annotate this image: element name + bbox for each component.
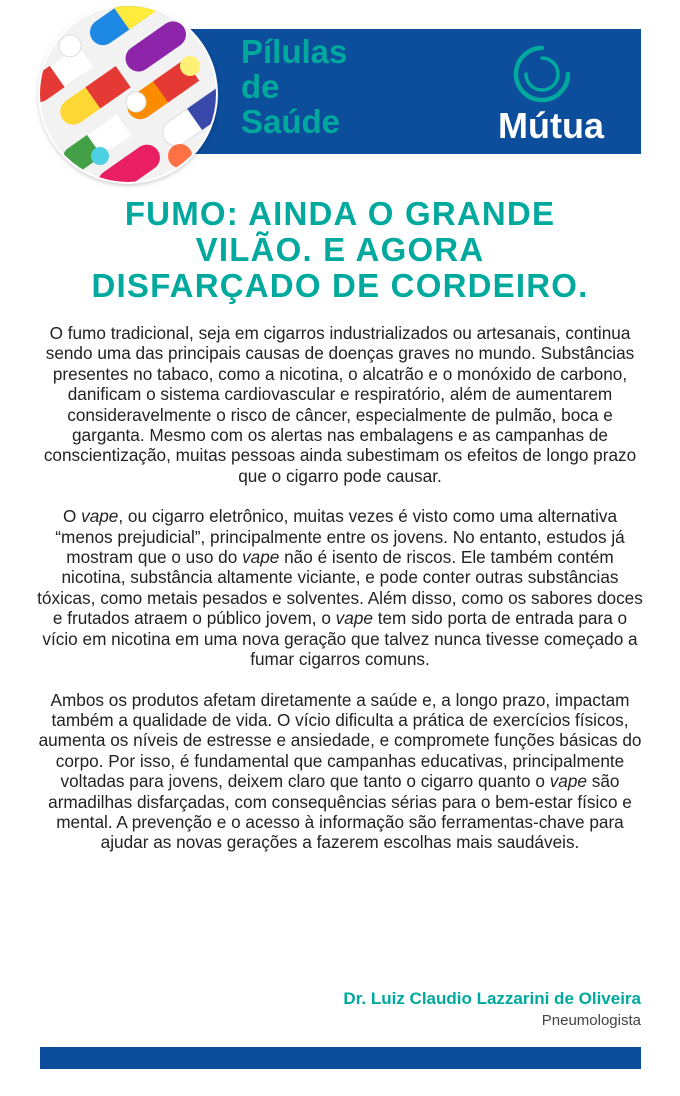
paragraph-3-part-a: Ambos os produtos afetam diretamente a saúde e, a longo prazo, impactam também a qualidade de vida. O vício dificulta a prática de exercícios físicos, aumenta os níveis de estresse e ansiedade, e compromete funções básicas do corpo. Por isso, é fundamental que campanhas educativas, principalmente voltadas para jovens, deixem claro que tanto o cigarro quanto o xyxy=(38,689,642,792)
vape-term: vape xyxy=(242,547,280,568)
vape-term: vape xyxy=(549,771,587,792)
paragraph-3 xyxy=(34,690,646,853)
author-role: Pneumologista xyxy=(541,1012,641,1029)
paragraph-2-part-d: tem sido porta de entrada para o vício em nicotina em uma nova geração que talvez nunca tivesse começado a fumar cigarros comuns. xyxy=(42,608,638,670)
section-title-line-3: Saúde xyxy=(241,103,341,140)
vape-term: vape xyxy=(335,608,373,629)
paragraph-1: O fumo tradicional, seja em cigarros industrializados ou artesanais, continua sendo uma das principais causas de doenças graves no mundo. Substâncias presentes no tabaco, como a nicotina, o alcatrão e o monóxido de carbono, danificam o sistema cardiovascular e respiratório, além de aumentarem consideravelmente o risco de câncer, especialmente de pulmão, boca e garganta. Mesmo com os alertas nas embalagens e as campanhas de conscientização, muitas pessoas ainda subestimam os efeitos de longo prazo que o cigarro pode causar. xyxy=(43,323,637,486)
section-title xyxy=(241,34,401,139)
headline-line-3: DISFARÇADO DE CORDEIRO. xyxy=(91,267,589,304)
pills-illustration xyxy=(40,6,216,182)
article-body xyxy=(34,323,646,873)
headline-line-1: FUMO: AINDA O GRANDE xyxy=(124,195,556,232)
mutua-logo-icon xyxy=(512,44,572,104)
article-headline xyxy=(20,196,660,304)
vape-term: vape xyxy=(81,506,119,527)
paragraph-2-part-a: O xyxy=(62,506,82,527)
pills-photo xyxy=(40,6,216,182)
paragraph-2-part-c: não é isento de riscos. Ele também contém nicotina, substância altamente viciante, e pode conter outras substâncias tóxicas, como metais pesados e solventes. Além disso, como os sabores doces e frutados atraem o público jovem, o xyxy=(37,547,643,629)
section-title-line-2: de xyxy=(241,68,280,105)
section-title-line-1: Pílulas xyxy=(241,33,348,70)
paragraph-2-part-b: , ou cigarro eletrônico, muitas vezes é visto como uma alternativa “menos prejudicial”, principalmente entre os jovens. No entanto, estudos já mostram que o uso do xyxy=(55,506,625,568)
paragraph-2 xyxy=(34,506,646,669)
footer-bar xyxy=(40,1047,641,1069)
headline-line-2: VILÃO. E AGORA xyxy=(195,231,485,268)
paragraph-3-part-b: são armadilhas disfarçadas, com consequências sérias para o bem-estar físico e mental. A prevenção e o acesso à informação são ferramentas-chave para ajudar as novas gerações a fazerem escolhas mais saudáveis. xyxy=(48,771,632,853)
logo-text: Mútua xyxy=(498,105,604,146)
author-name: Dr. Luiz Claudio Lazzarini de Oliveira xyxy=(343,989,641,1008)
